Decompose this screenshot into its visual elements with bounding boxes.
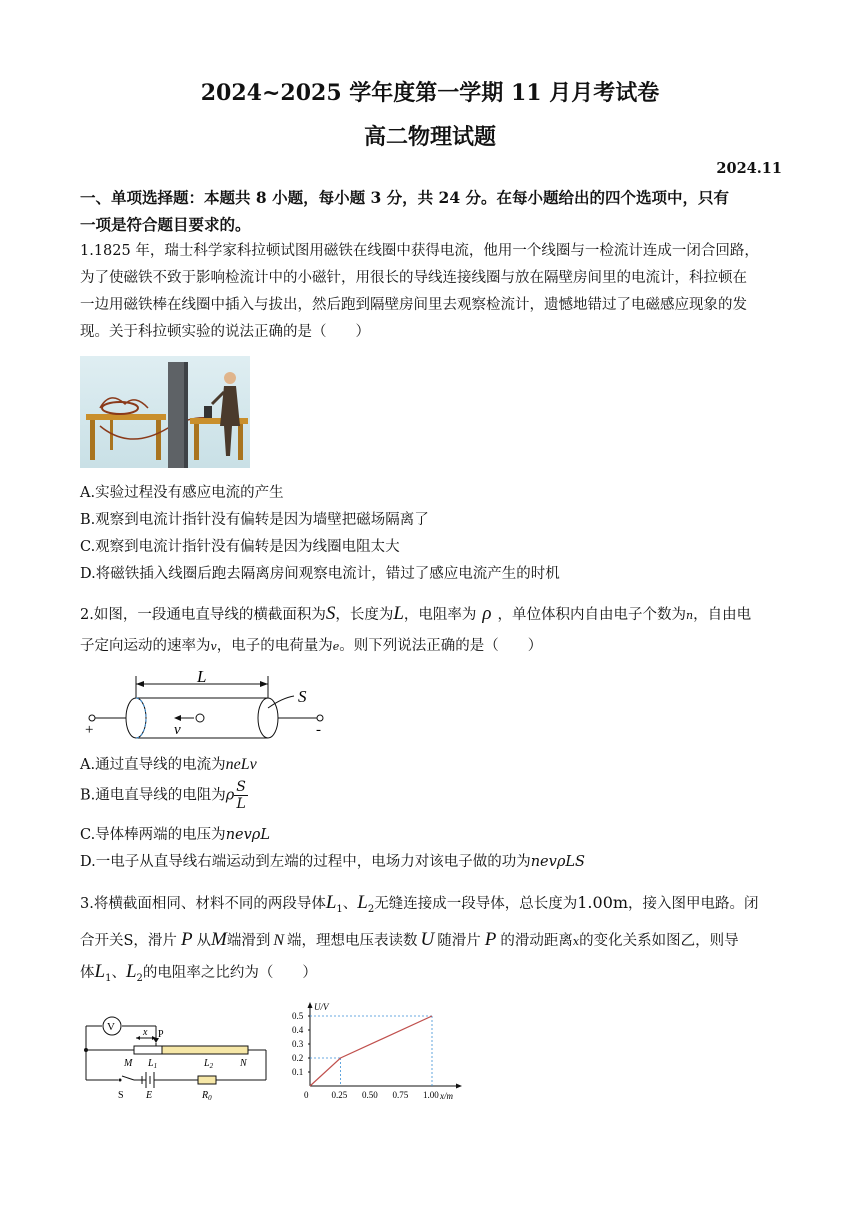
symbol-l1: L [325,892,337,913]
label-length: L [197,668,207,686]
symbol-x: x [572,934,580,948]
symbol-l1-sub: 1 [105,972,112,984]
section-heading-line: 一、单项选择题：本题共 8 小题，每小题 3 分，共 24 分。在每小题给出的四个选项中，只有 [80,188,730,207]
option-text: B.通电直导线的电阻为 [80,787,226,804]
question-3-line [80,925,780,957]
question-1-option-d[interactable]: D.将磁铁插入线圈后跑去隔离房间观察电流计，错过了感应电流产生的时机 [80,566,560,582]
question-2-text: 。则下列说法正确的是（ ） [339,638,543,654]
symbol-length: L [393,603,404,624]
question-2-text: ，自由电 [693,607,752,623]
label-n: N [240,1058,247,1069]
label-l2-sub: 2 [209,1062,214,1070]
symbol-l2: L [125,960,137,982]
symbol-l2-sub: 2 [136,972,143,984]
total-length: 1.00m [577,893,629,912]
symbol-p: P [484,928,497,950]
y-tick-label: 0.5 [292,1011,304,1021]
label-r0-sub: 0 [208,1094,212,1102]
question-3-text: 的滑动距离 [500,932,573,949]
x-axis-label: x/m [440,1091,453,1101]
x-tick-label: 1.00 [423,1090,439,1100]
option-math: nevρLS [530,854,585,870]
option-text: D.一电子从直导线右端运动到左端的过程中，电场力对该电子做的功为 [80,854,531,870]
label-r0-main: R [202,1090,209,1101]
label-resistor [201,1090,212,1102]
exam-date: 2024.11 [716,160,782,177]
series-line [310,1016,432,1086]
x-tick-label: 0.25 [331,1090,348,1100]
question-2-option-d[interactable] [80,849,585,875]
question-3-text: 、 [342,896,358,912]
question-1-option-c[interactable]: C.观察到电流计指针没有偏转是因为线圈电阻太大 [80,539,400,555]
question-3-line [80,888,780,925]
question-3-text: 端，理想电压表读数 [287,932,418,949]
question-1-line: 为了使磁铁不致于影响检流计中的小磁针，用很长的导线连接线圈与放在隔壁房间里的电流计，科拉顿在 [80,270,747,286]
question-1-stem [80,238,780,346]
x-tick-label: 0.75 [392,1090,409,1100]
symbol-e: e [332,640,340,653]
symbol-u: U [420,928,435,950]
question-3-circuit-diagram [80,1014,275,1104]
option-text: C.导体棒两端的电压为 [80,827,226,843]
question-3-text: 无缝连接成一段导体，总长度为 [374,896,578,912]
question-1-line: 一边用磁铁棒在线圈中插入与拔出，然后跑到隔壁房间里去观察检流计，遗憾地错过了电磁感应现象的发 [80,297,747,313]
label-battery: E [146,1090,153,1101]
question-2-option-c[interactable] [80,822,270,848]
symbol-area: S [325,603,336,624]
question-1-option-a[interactable]: A.实验过程没有感应电流的产生 [80,485,284,501]
label-negative: - [316,722,321,738]
symbol-resistivity: ρ [482,603,492,624]
label-velocity: v [174,722,181,738]
label-positive: + [85,722,94,738]
question-3-line [80,957,780,994]
question-2-stem [80,600,780,660]
option-fraction [234,779,248,812]
question-2-wire-figure [82,668,332,740]
x-tick-label: 0 [304,1090,309,1100]
question-3-text: 的电阻率之比约为（ ） [142,964,317,981]
x-axis-arrow [456,1084,462,1089]
question-3-graph [290,1000,470,1104]
option-text: A.通过直导线的电流为 [80,757,226,773]
y-axis-label: U/V [314,1002,329,1012]
section-heading [80,184,780,238]
question-3-text: 3.将横截面相同、材料不同的两段导体 [80,896,326,912]
label-x: x [143,1027,148,1038]
fraction-numerator: S [236,779,246,795]
question-1-line: 1.1825 年，瑞士科学家科拉顿试图用磁铁在线圈中获得电流，他用一个线圈与一检流计连成一闭合回路， [80,243,759,259]
question-2-text: ，单位体积内自由电子个数为 [497,607,687,623]
question-2-text: ，电阻率为 [403,607,477,623]
fraction-denominator: L [236,796,246,812]
question-1-option-b[interactable]: B.观察到电流计指针没有偏转是因为墙壁把磁场隔离了 [80,512,429,528]
symbol-m: M [211,928,227,950]
voltmeter-label: V [107,1021,115,1033]
label-l2-main: L [204,1058,210,1069]
symbol-l2-sub: 2 [367,903,375,915]
question-3-text: 端滑到 [226,932,271,949]
label-cross-section: S [298,687,307,706]
question-2-text: 2.如图，一段通电直导线的横截面积为 [80,607,326,623]
y-tick-label: 0.2 [292,1053,304,1063]
section-heading-line: 一项是符合题目要求的。 [80,215,251,234]
y-tick-label: 0.4 [292,1025,304,1035]
question-3-text: 从 [196,932,212,949]
question-3-text: 、 [111,964,126,981]
y-tick-label: 0.1 [292,1067,304,1077]
symbol-l2: L [357,892,368,913]
symbol-l1: L [94,960,106,982]
label-switch: S [118,1090,124,1101]
label-l2 [203,1058,214,1070]
option-math: neLv [225,756,257,773]
label-p: P [158,1029,164,1040]
question-3-text: ，接入图甲电路。闭 [628,896,759,912]
question-1-illustration [80,356,250,468]
question-1-line: 现。关于科拉顿实验的说法正确的是（ ） [80,324,370,340]
question-2-option-b[interactable] [80,779,248,812]
question-3-stem [80,888,780,994]
symbol-v: v [210,640,217,653]
question-2-line [80,633,780,660]
label-l1-sub: 1 [153,1062,158,1070]
exam-subtitle: 高二物理试题 [363,124,496,150]
symbol-n: N [273,931,285,949]
question-2-text: ，电子的电荷量为 [216,638,333,654]
label-l1 [147,1058,157,1070]
exam-title: 2024~2025 学年度第一学期 11 月月考试卷 [200,80,660,106]
question-2-option-a[interactable] [80,752,257,778]
symbol-p: P [180,928,193,950]
u-x-chart [290,1000,470,1104]
option-math-rho: ρ [225,787,235,804]
option-math: nevρL [225,827,270,843]
label-m: M [124,1058,133,1069]
y-axis-arrow [308,1002,313,1008]
question-2-text: ，长度为 [335,607,394,623]
x-tick-label: 0.50 [362,1090,378,1100]
y-tick-label: 0.3 [292,1039,304,1049]
question-3-text: 体 [80,964,95,981]
symbol-n: n [686,609,694,622]
question-2-text: 子定向运动的速率为 [80,638,211,654]
symbol-l1-sub: 1 [336,903,343,915]
question-3-text: 合开关S，滑片 [80,932,177,949]
question-3-text: 随滑片 [437,932,481,949]
label-l1-main: L [148,1058,154,1069]
question-2-line [80,600,780,629]
question-3-text: 的变化关系如图乙，则导 [579,932,739,949]
